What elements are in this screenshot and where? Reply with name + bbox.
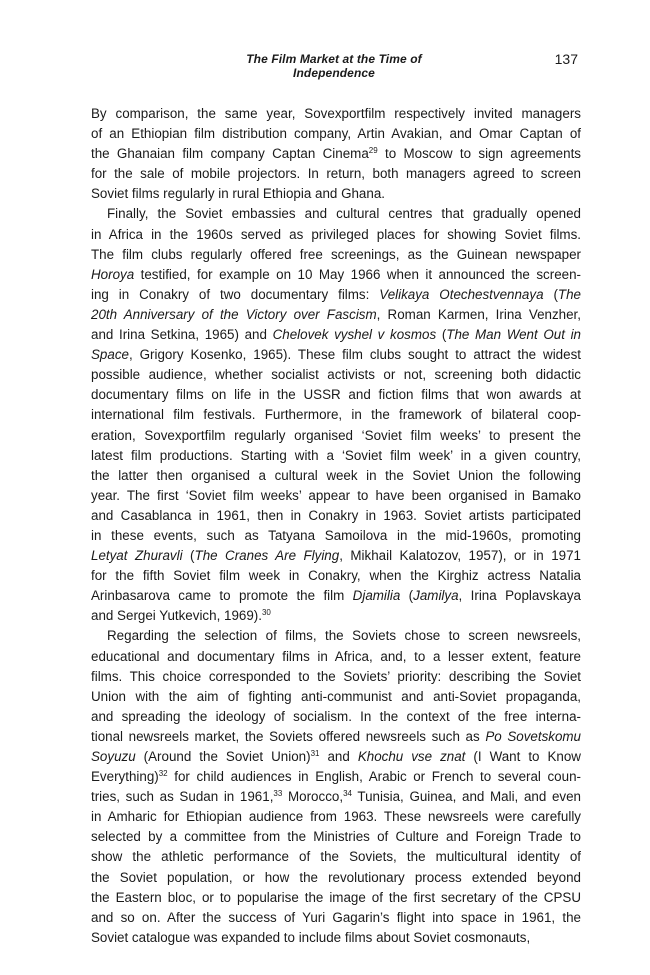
italic-title: Soyuzu [91,749,136,764]
text-line: latest film productions. Starting with a ‘Soviet film week’ in a given country, [91,447,581,463]
footnote-ref[interactable]: 29 [368,146,378,156]
italic-title: Velikaya Otechestvennaya [379,286,544,302]
italic-title: The Cranes Are Flying [194,548,340,564]
text-line: and so on. After the success of Yuri Gagarin’s flight into space in 1961, the [91,909,581,925]
text-line: ing in Conakry of two documentary films: Velikaya Otechestvennaya (The [91,286,581,302]
italic-title: Letyat Zhuravli [91,548,183,564]
text-line: documentary films on life in the USSR and fiction films that won awards at [91,387,581,403]
text-line: The film clubs regularly offered free screenings, as the Guinean newspaper [91,246,581,262]
italic-title: Space [91,347,129,363]
paragraph [91,204,581,626]
italic-title: Djamilia [352,588,401,604]
footnote-ref[interactable]: 31 [310,749,320,758]
italic-title: Jamilya [413,588,459,604]
page-number: 137 [554,51,578,67]
italic-title: Po Sovetskomu [485,728,582,744]
body-text [91,104,581,948]
text-line: Everything)$^{32}$ for child audiences in English, Arabic or French to several coun- [91,769,581,785]
text-line: in these events, such as Tatyana Samoilova in the mid-1960s, promoting [91,527,581,543]
text-line: selected by a committee from the Ministries of Culture and Foreign Trade to [91,829,581,845]
text-line: and Casablanca in 1961, then in Conakry in 1963. Soviet artists participated [91,507,581,523]
footnote-ref[interactable]: 33 [273,789,283,799]
text-line: tional newsreels market, the Soviets offered newsreels such as Po Sovetskomu [91,728,582,744]
running-head: The Film Market at the Time of Independence [246,52,422,80]
italic-title: Khochu vse znat [357,749,466,764]
text-line: in Africa in the 1960s served as privileged places for showing Soviet films. [91,226,581,242]
footnote-ref[interactable]: 32 [158,769,168,779]
text-line: for the fifth Soviet film week in Conakry, when the Kirghiz actress Natalia [91,568,581,584]
paragraph [91,626,581,948]
text-line: and spreading the ideology of socialism. In the context of the free interna- [91,708,581,724]
paragraph [91,104,581,204]
text-line: the Ghanaian film company Captan Cinema$^{29}$ to Moscow to sign agreements [91,146,581,162]
text-line: Space, Grigory Kosenko, 1965). These film clubs sought to attract the widest [91,347,581,363]
italic-title: Chelovek vyshel v kosmos [272,327,437,343]
text-line: of an Ethiopian film distribution company, Artin Avakian, and Omar Captan of [91,126,581,142]
text-line: Soviet catalogue was expanded to include films about Soviet cosmonauts, [91,929,531,945]
text-line: By comparison, the same year, Sovexportfilm respectively invited managers [91,106,581,121]
footnote-ref[interactable]: 30 [261,608,271,618]
italic-title: The Man Went Out in [446,327,582,343]
page-header [92,51,580,80]
text-line: year. The first ‘Soviet film weeks’ appear to have been organised in Bamako [91,487,581,503]
text-line: international film festivals. Furthermore, in the framework of bilateral coop- [91,407,581,423]
text-line: and Irina Setkina, 1965) and Chelovek vyshel v kosmos (The Man Went Out in [91,327,582,343]
text-line: and Sergei Yutkevich, 1969).$^{30}$ [91,608,271,624]
text-line: the Soviet population, or how the revolutionary process extended beyond [91,869,581,885]
text-line: Horoya testified, for example on 10 May 1966 when it announced the screen- [91,266,581,282]
text-line: Soviet films regularly in rural Ethiopia and Ghana. [91,186,385,202]
text-line: Arinbasarova came to promote the film Djamilia (Jamilya, Irina Poplavskaya [91,588,581,604]
text-line: the Eastern bloc, or to popularise the image of the first secretary of the CPSU [91,889,581,905]
italic-title: 20th Anniversary of the Victory over Fascism [91,306,377,322]
text-line: Union with the aim of fighting anti-communist and anti-Soviet propaganda, [91,688,581,704]
text-line: Letyat Zhuravli (The Cranes Are Flying, Mikhail Kalatozov, 1957), or in 1971 [91,548,582,564]
text-line: eration, Sovexportfilm regularly organised ‘Soviet film weeks’ to present the [91,427,581,443]
text-line: show the athletic performance of the Soviets, the multicultural identity of [91,849,581,865]
text-line: films. This choice corresponded to the Soviets’ priority: describing the Soviet [91,668,581,684]
text-line: Regarding the selection of films, the Soviets chose to screen newsreels, [107,628,581,644]
text-line: 20th Anniversary of the Victory over Fascism, Roman Karmen, Irina Venzher, [91,306,581,322]
italic-title: The [557,286,581,302]
text-line: Finally, the Soviet embassies and cultural centres that gradually opened [107,206,581,222]
footnote-ref[interactable]: 34 [343,789,352,799]
text-line: educational and documentary films in Africa, and, to a lesser extent, feature [91,648,581,664]
text-line: possible audience, whether socialist activists or not, screening both didactic [91,367,581,383]
text-line: in Amharic for Ethiopian audience from 1963. These newsreels were carefully [91,809,581,825]
text-line: for the sale of mobile projectors. In return, both managers agreed to screen [91,166,581,182]
text-line: tries, such as Sudan in 1961,33 Morocco,$^{34}$ Tunisia, Guinea, and Mali, and even [91,789,581,805]
text-line: the latter then organised a cultural week in the Soviet Union the following [91,467,581,483]
italic-title: Horoya [91,266,135,282]
text-line: Soyuzu (Around the Soviet Union)$^{31}$ and Khochu vse znat (I Want to Know [91,749,581,764]
